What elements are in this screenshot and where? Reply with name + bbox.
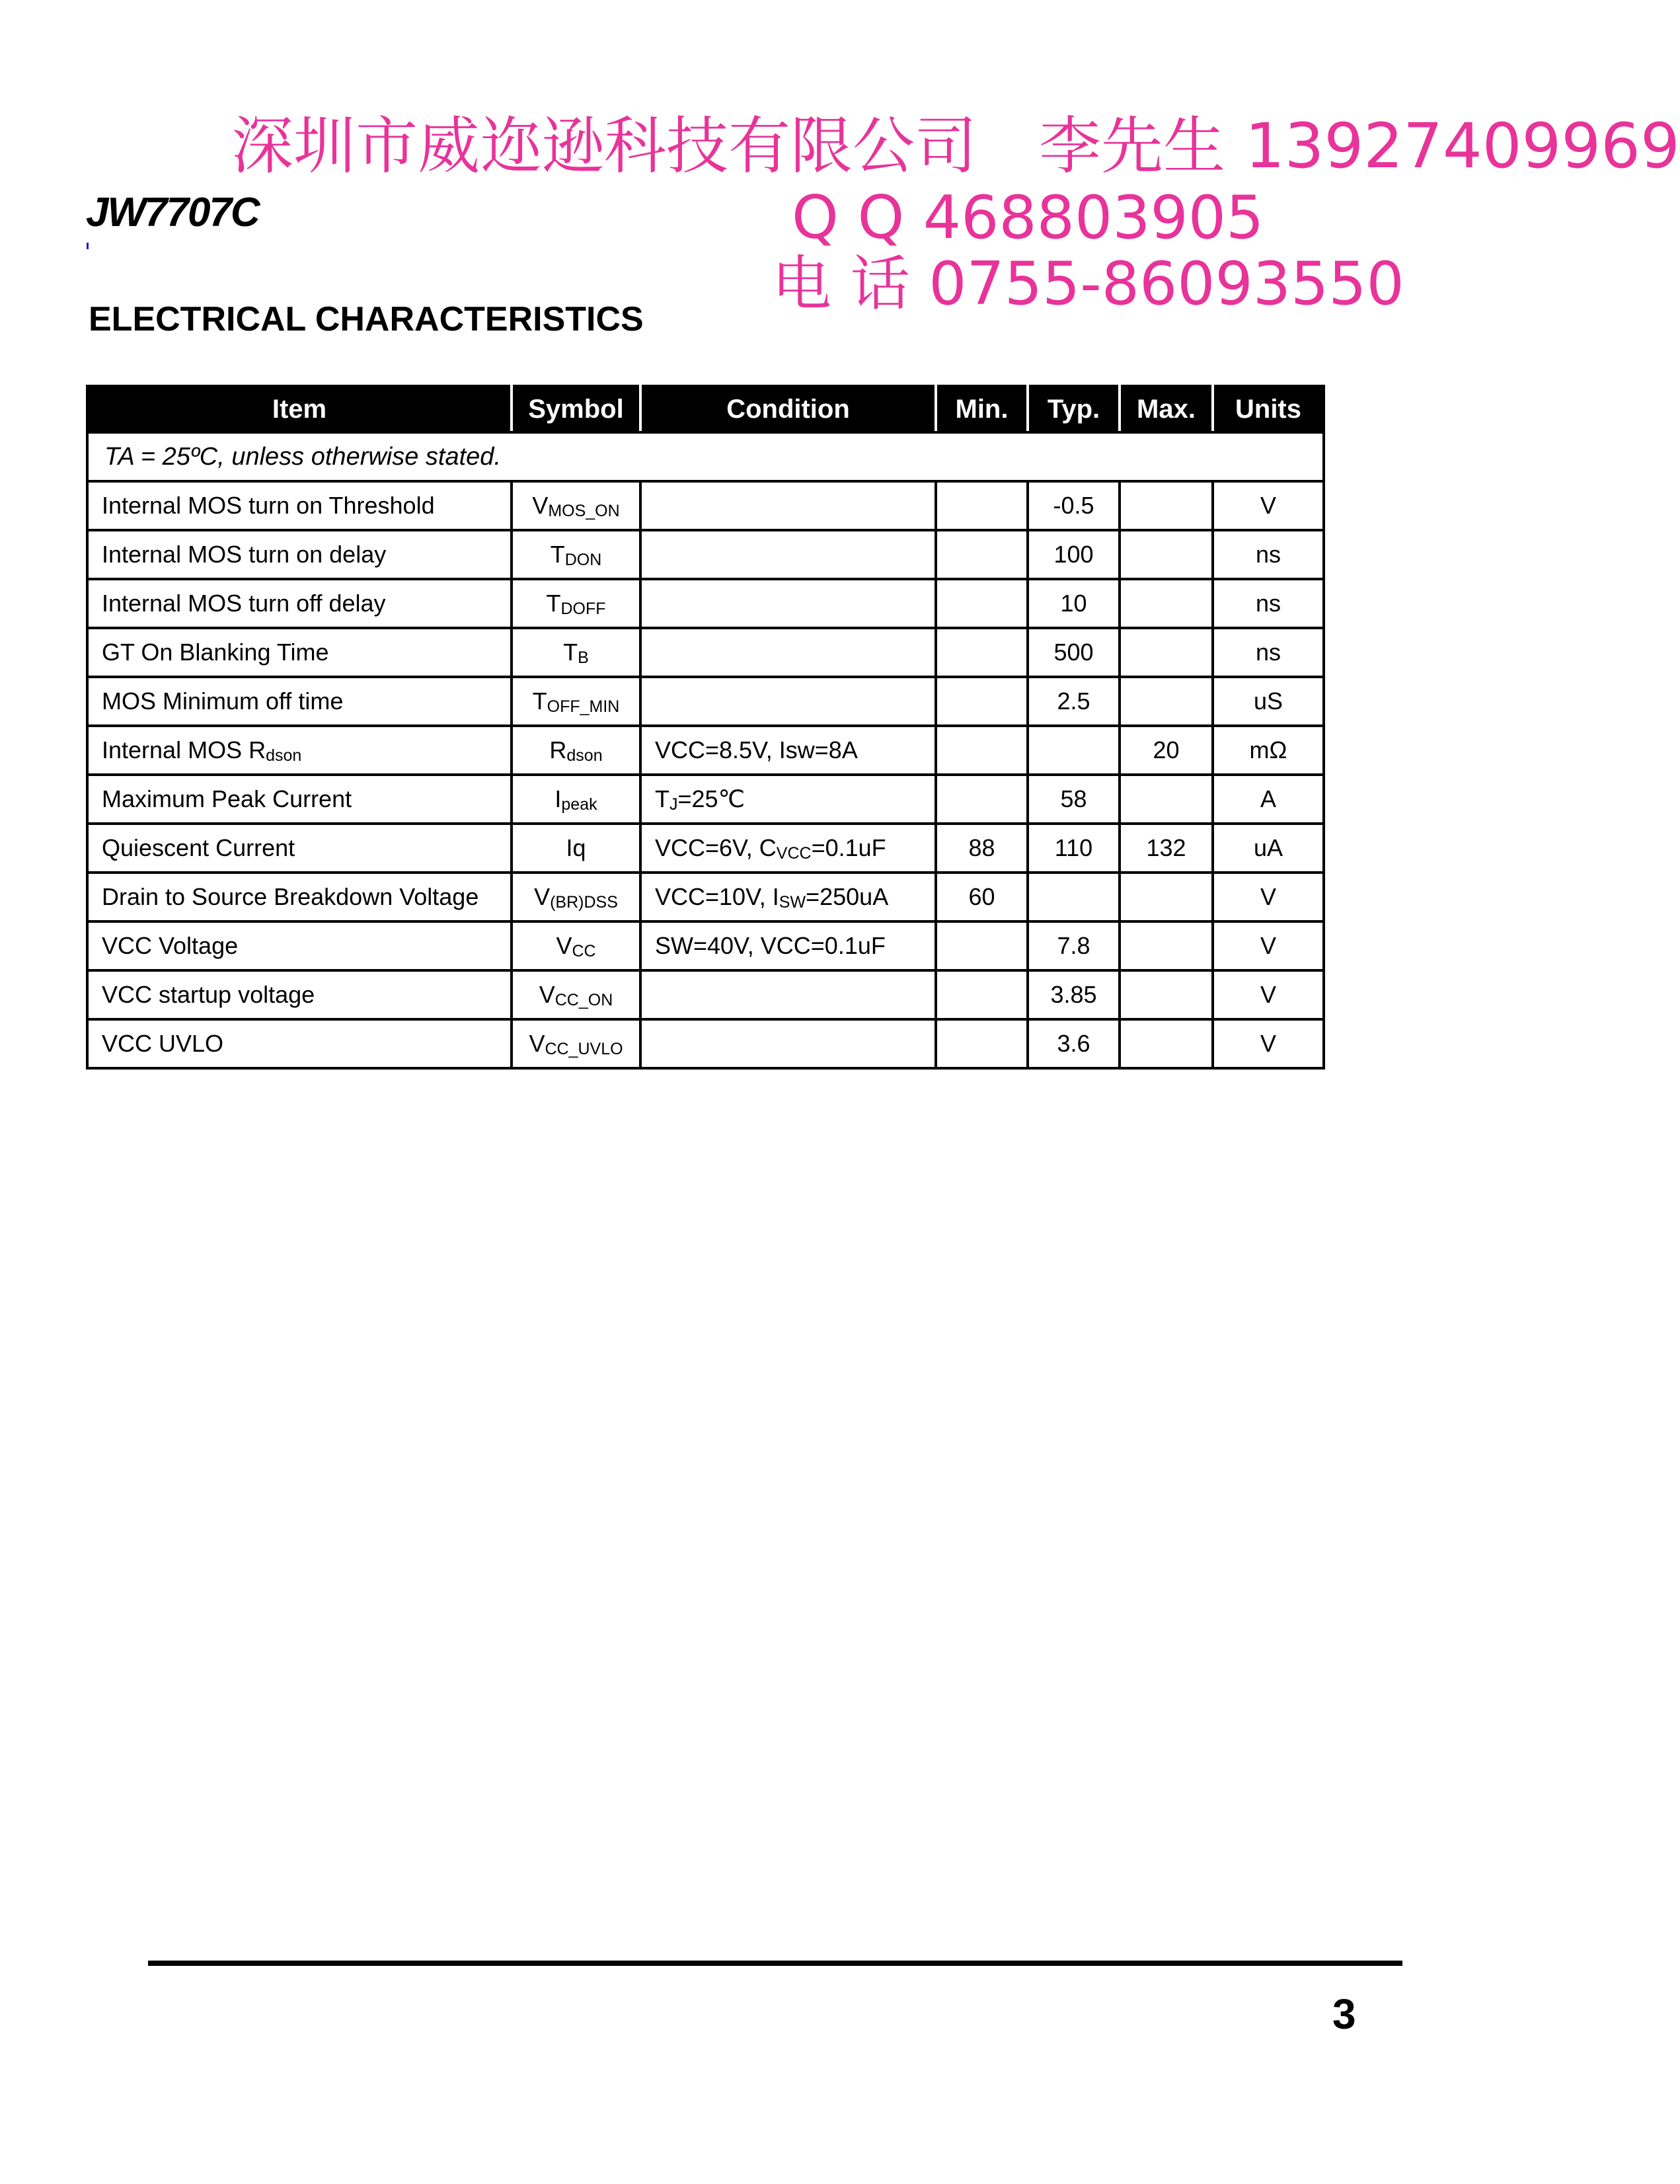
cell-min-text: 60: [968, 883, 995, 910]
cell-max: [1120, 970, 1213, 1019]
cell-min: [936, 824, 1028, 873]
cell-units: [1213, 1019, 1324, 1068]
cell-typ: [1028, 579, 1120, 628]
cell-typ-text: 3.85: [1050, 981, 1097, 1008]
cell-item-text: VCC UVLO: [102, 1030, 224, 1057]
cell-symbol-text: T: [563, 639, 578, 666]
cell-typ: [1028, 824, 1120, 873]
cell-condition-tail: =0.1uF: [811, 834, 886, 861]
cell-units: [1213, 775, 1324, 824]
cell-item-text: Drain to Source Breakdown Voltage: [102, 883, 479, 910]
column-header-max: Max.: [1120, 386, 1213, 432]
cell-symbol-text: R: [549, 736, 567, 763]
column-header-typ: Typ.: [1028, 386, 1120, 432]
cell-item: [87, 970, 512, 1019]
cell-item-text: Internal MOS turn off delay: [102, 590, 386, 617]
table-row: [87, 530, 1324, 579]
cell-units: [1213, 970, 1324, 1019]
cell-units: [1213, 579, 1324, 628]
cell-condition-tail: =250uA: [806, 883, 889, 910]
cell-symbol-text: I: [554, 785, 562, 812]
cell-typ-text: -0.5: [1053, 492, 1094, 519]
cell-symbol: [512, 775, 640, 824]
cell-condition-text: VCC=6V, C: [655, 834, 777, 861]
cell-units-text: V: [1260, 1030, 1276, 1057]
cell-condition: [640, 873, 936, 921]
cell-min-text: 88: [968, 834, 995, 861]
table-header-row: [87, 386, 1324, 432]
cell-item-text: Internal MOS turn on Threshold: [102, 492, 435, 519]
cell-condition: [640, 1019, 936, 1068]
table-note: TA = 25ºC, unless otherwise stated.: [87, 432, 1324, 481]
cell-condition-subscript: J: [669, 795, 678, 814]
cell-units-text: ns: [1255, 590, 1281, 617]
cell-min: [936, 579, 1028, 628]
cell-units: [1213, 628, 1324, 677]
cell-symbol-subscript: dson: [566, 746, 603, 765]
cell-units-text: ns: [1255, 541, 1281, 568]
cell-symbol-text: V: [532, 492, 549, 519]
cell-units-text: uA: [1253, 834, 1283, 861]
cell-item: [87, 628, 512, 677]
cell-symbol: [512, 873, 640, 921]
cell-symbol-subscript: CC: [572, 942, 596, 960]
footer-rule: [148, 1961, 1402, 1966]
cell-symbol-text: V: [556, 932, 572, 959]
cell-item-text: MOS Minimum off time: [102, 687, 344, 715]
cell-symbol-subscript: DON: [564, 551, 602, 569]
cell-max: [1120, 1019, 1213, 1068]
cell-item: [87, 579, 512, 628]
cell-symbol-text: V: [534, 883, 551, 910]
cell-symbol-subscript: MOS_ON: [548, 502, 620, 520]
cell-symbol-text: V: [539, 981, 555, 1008]
cell-units-text: ns: [1255, 639, 1281, 666]
cell-symbol: [512, 579, 640, 628]
column-header-min: Min.: [936, 386, 1028, 432]
cell-min: [936, 1019, 1028, 1068]
cell-typ: [1028, 873, 1120, 921]
cell-typ: [1028, 775, 1120, 824]
cell-units: [1213, 677, 1324, 726]
column-header-symbol: Symbol: [512, 386, 640, 432]
cell-min: [936, 726, 1028, 775]
cell-condition-text: SW=40V, VCC=0.1uF: [655, 932, 886, 959]
cell-condition-subscript: SW: [779, 893, 806, 912]
cell-item: [87, 530, 512, 579]
cell-typ: [1028, 921, 1120, 970]
section-title: ELECTRICAL CHARACTERISTICS: [89, 300, 644, 338]
cell-item-text: VCC Voltage: [102, 932, 239, 959]
cell-item: [87, 677, 512, 726]
cell-item-text: Quiescent Current: [102, 834, 295, 861]
table-row: [87, 873, 1324, 921]
page-number: 3: [1332, 1990, 1356, 2038]
cell-min: [936, 775, 1028, 824]
table-note-row: [87, 432, 1324, 481]
cell-symbol-text: T: [550, 541, 565, 568]
cell-item: [87, 775, 512, 824]
cell-min: [936, 677, 1028, 726]
table-row: [87, 1019, 1324, 1068]
cell-min: [936, 873, 1028, 921]
cell-units-text: V: [1260, 492, 1276, 519]
cell-min: [936, 481, 1028, 530]
cell-typ: [1028, 970, 1120, 1019]
cell-typ-text: 110: [1054, 834, 1093, 861]
cell-units: [1213, 530, 1324, 579]
cell-symbol: [512, 530, 640, 579]
column-header-condition: Condition: [640, 386, 936, 432]
cell-units: [1213, 481, 1324, 530]
cell-min: [936, 970, 1028, 1019]
cell-condition: [640, 775, 936, 824]
cell-typ: [1028, 481, 1120, 530]
cell-typ: [1028, 628, 1120, 677]
cell-typ: [1028, 530, 1120, 579]
cell-typ-text: 100: [1053, 541, 1094, 568]
cell-units-text: A: [1260, 785, 1276, 812]
cell-max: [1120, 824, 1213, 873]
cell-symbol-text: V: [529, 1030, 545, 1057]
cell-typ-text: 7.8: [1057, 932, 1090, 959]
cell-condition: [640, 677, 936, 726]
cell-symbol-subscript: (BR)DSS: [550, 893, 618, 912]
cell-symbol-text: Iq: [566, 834, 586, 861]
cell-symbol: [512, 824, 640, 873]
table-row: [87, 677, 1324, 726]
cell-symbol: [512, 921, 640, 970]
cell-item: [87, 824, 512, 873]
part-number: JW7707C: [86, 190, 259, 235]
table-row: [87, 921, 1324, 970]
cell-typ-text: 500: [1053, 639, 1094, 666]
cell-condition: [640, 530, 936, 579]
cell-item-text: GT On Blanking Time: [102, 639, 329, 666]
cell-max-text: 132: [1146, 834, 1186, 861]
table-body: [87, 481, 1324, 1068]
cell-symbol: [512, 726, 640, 775]
cell-units-text: V: [1260, 981, 1276, 1008]
cell-typ-text: 58: [1060, 785, 1087, 812]
cell-max: [1120, 726, 1213, 775]
cell-symbol-subscript: CC_UVLO: [545, 1040, 623, 1058]
cell-condition: [640, 628, 936, 677]
cell-symbol-subscript: OFF_MIN: [547, 697, 620, 716]
cell-condition: [640, 726, 936, 775]
table-row: [87, 775, 1324, 824]
table-row: [87, 970, 1324, 1019]
cell-units-text: V: [1260, 932, 1276, 959]
cell-symbol-subscript: DOFF: [560, 600, 606, 618]
table-row: [87, 579, 1324, 628]
cell-typ: [1028, 726, 1120, 775]
cell-units-text: uS: [1253, 687, 1283, 715]
cell-condition-subscript: VCC: [776, 844, 812, 863]
cell-item: [87, 481, 512, 530]
cell-units-text: mΩ: [1249, 736, 1287, 763]
cell-condition-text: T: [655, 785, 669, 812]
table-row: [87, 481, 1324, 530]
cell-max: [1120, 775, 1213, 824]
cell-units-text: V: [1260, 883, 1276, 910]
watermark-qq-line: Q Q 468803905: [792, 183, 1264, 253]
electrical-characteristics-table: [86, 385, 1325, 1070]
table-row: [87, 824, 1324, 873]
table-row: [87, 726, 1324, 775]
cell-condition: [640, 970, 936, 1019]
cell-symbol-subscript: CC_ON: [554, 991, 613, 1009]
cell-condition-tail: =25℃: [677, 785, 745, 812]
cell-item-subscript: dson: [266, 746, 302, 765]
cell-max: [1120, 579, 1213, 628]
cell-symbol-subscript: peak: [561, 795, 597, 814]
cell-typ-text: 3.6: [1057, 1030, 1090, 1057]
cell-symbol-text: T: [546, 590, 561, 617]
cell-condition: [640, 921, 936, 970]
cell-min: [936, 628, 1028, 677]
cell-max-text: 20: [1153, 736, 1180, 763]
cell-max: [1120, 530, 1213, 579]
cell-units: [1213, 824, 1324, 873]
table-row: [87, 628, 1324, 677]
cell-item: [87, 726, 512, 775]
cell-max: [1120, 873, 1213, 921]
column-header-item: Item: [87, 386, 512, 432]
cell-symbol: [512, 481, 640, 530]
cell-symbol-subscript: B: [578, 648, 589, 667]
cell-condition-text: VCC=10V, I: [655, 883, 779, 910]
watermark-phone-line: 电 话 0755-86093550: [772, 249, 1404, 319]
cell-typ-text: 10: [1060, 590, 1087, 617]
cell-min: [936, 921, 1028, 970]
cell-max: [1120, 677, 1213, 726]
cell-item: [87, 1019, 512, 1068]
cell-item-text: VCC startup voltage: [102, 981, 315, 1008]
cell-item-text: Internal MOS turn on delay: [102, 541, 387, 568]
cell-typ: [1028, 1019, 1120, 1068]
cell-max: [1120, 481, 1213, 530]
cell-condition: [640, 481, 936, 530]
cell-symbol-text: T: [532, 687, 547, 715]
cell-symbol: [512, 628, 640, 677]
cell-symbol: [512, 970, 640, 1019]
cell-item-text: Internal MOS R: [102, 736, 266, 763]
cell-item-text: Maximum Peak Current: [102, 785, 352, 812]
cell-symbol: [512, 677, 640, 726]
cell-units: [1213, 726, 1324, 775]
cell-typ-text: 2.5: [1057, 687, 1090, 715]
cell-condition: [640, 579, 936, 628]
cell-max: [1120, 921, 1213, 970]
cell-units: [1213, 873, 1324, 921]
cell-condition-text: VCC=8.5V, Isw=8A: [655, 736, 858, 763]
cell-condition: [640, 824, 936, 873]
decorative-mark: [87, 243, 89, 249]
cell-symbol: [512, 1019, 640, 1068]
cell-item: [87, 873, 512, 921]
cell-typ: [1028, 677, 1120, 726]
cell-item: [87, 921, 512, 970]
cell-min: [936, 530, 1028, 579]
column-header-units: Units: [1213, 386, 1324, 432]
cell-max: [1120, 628, 1213, 677]
watermark-company-line: 深圳市威迩逊科技有限公司 李先生 13927409969: [231, 110, 1680, 182]
cell-units: [1213, 921, 1324, 970]
